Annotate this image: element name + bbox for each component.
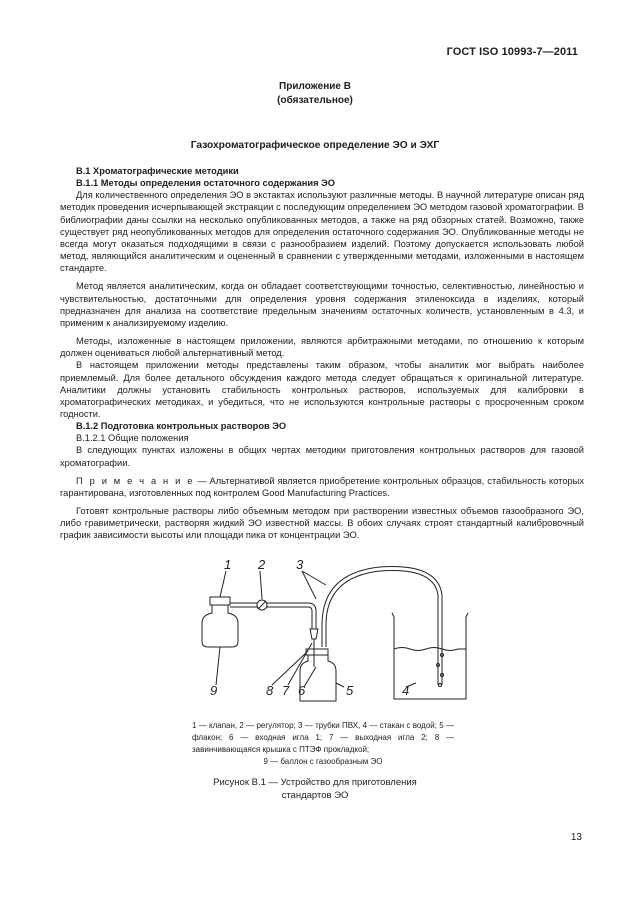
section-b12-heading: В.1.2 Подготовка контрольных растворов ЭО [76, 421, 287, 432]
page-title: Газохроматографическое определение ЭО и ЭХГ [190, 140, 440, 151]
note-text: — Альтернативой является приобретение контрольных образцов, стабильность которых гарантирована, изготовленных под контролем Good Manufacturing Practices. [60, 475, 584, 498]
note [60, 475, 584, 499]
figure-label-7: 7 [282, 683, 290, 698]
paragraph-6: Готовят контрольные растворы либо объемным методом при растворении известных объемов газообразного ЭО, либо гравиметрически, растворяя жидкий ЭО известной массы. В обоих случаях строят стандартный калибровочный график зависимости высоты или площади пика от концентрации ЭО. [60, 506, 584, 541]
figure-caption [0, 776, 630, 802]
paragraph-1: Для количественного определения ЭО в экстактах используют различные методы. В научной литературе описан ряд методик проведения исчерпывающей экстракции с последующим определением ЭО методом газовой хроматографии. В библиографии даны ссылки на несколько опубликованных методов, а также на ряд обзорных статей. Возможно, также существует ряд неопубликованных методов для определения остаточного содержания ЭО. Опубликованные методы не всегда могут оказаться подходящими в связи с разнообразием изделий. Поэтому допускается использовать любой метод, являющийся аналитическим и оцененный в сравнении с утвержденными методами, изложенными в настоящем стандарте. [60, 190, 584, 274]
figure-label-2: 2 [258, 557, 266, 572]
paragraph-3: Методы, изложенные в настоящем приложении, являются арбитражными методами, по отношению к которым должен оцениваться любой альтернативный метод. [60, 336, 584, 359]
section-b121-heading: В.1.2.1 Общие положения [76, 433, 189, 444]
body-text [60, 165, 584, 542]
figure-label-4: 4 [402, 683, 410, 698]
figure-label-6: 6 [298, 683, 306, 698]
note-label: П р и м е ч а н и е [76, 475, 195, 486]
caption-line-1: Рисунок В.1 — Устройство для приготовления [213, 777, 417, 788]
figure-label-8: 8 [266, 683, 274, 698]
appendix-heading [0, 80, 630, 108]
apparatus-figure [180, 555, 480, 715]
paragraph-4: В настоящем приложении методы представлены таким образом, чтобы аналитик мог выбрать наиболее приемлемый. Для более детального обсуждения каждого метода следует обращаться к оригинальной литературе. Аналитики должны установить стабильность контрольных растворов, используемых для калибровки в хроматографических методиках, и убедиться, что не используются контрольные растворы с просроченным сроком годности. [60, 360, 584, 419]
figure-label-3: 3 [296, 557, 304, 572]
standard-code: ГОСТ ISO 10993-7—2011 [446, 46, 578, 58]
appendix-title: Приложение В [279, 81, 351, 92]
legend-line-1: 1 — клапан, 2 — регулятор; 3 — трубки ПВХ, 4 — стакан с водой; 5 — флакон; 6 — входная игла 1; 7 — выходная игла 2; 8 — завинчивающаяся крышка с ПТЭФ прокладкой; [192, 721, 454, 754]
appendix-status: (обязательное) [277, 95, 353, 106]
paragraph-2: Метод является аналитическим, когда он обладает соответствующими точностью, селективностью, линейностью и чувствительностью, достаточными для определения уровня содержания этиленоксида в изделиях, который предназначен для анализа на соответствие предельным значениям остаточных количеств, установленным в 4.3, и применим к анализируемому изделию. [60, 281, 584, 328]
figure-label-9: 9 [210, 683, 218, 698]
page-number: 13 [570, 832, 582, 843]
caption-line-2: стандартов ЭО [281, 790, 349, 801]
figure-legend [192, 720, 454, 768]
paragraph-5: В следующих пунктах изложены в общих чертах методики приготовления контрольных растворов для газовой хроматографии. [60, 445, 584, 468]
figure-label-1: 1 [224, 557, 232, 572]
legend-line-2: 9 — баллон с газообразным ЭО [263, 757, 383, 766]
section-b1-heading: В.1 Хроматографические методики [76, 166, 239, 176]
section-b11-heading: В.1.1 Методы определения остаточного содержания ЭО [76, 178, 335, 189]
figure-label-5: 5 [346, 683, 354, 698]
